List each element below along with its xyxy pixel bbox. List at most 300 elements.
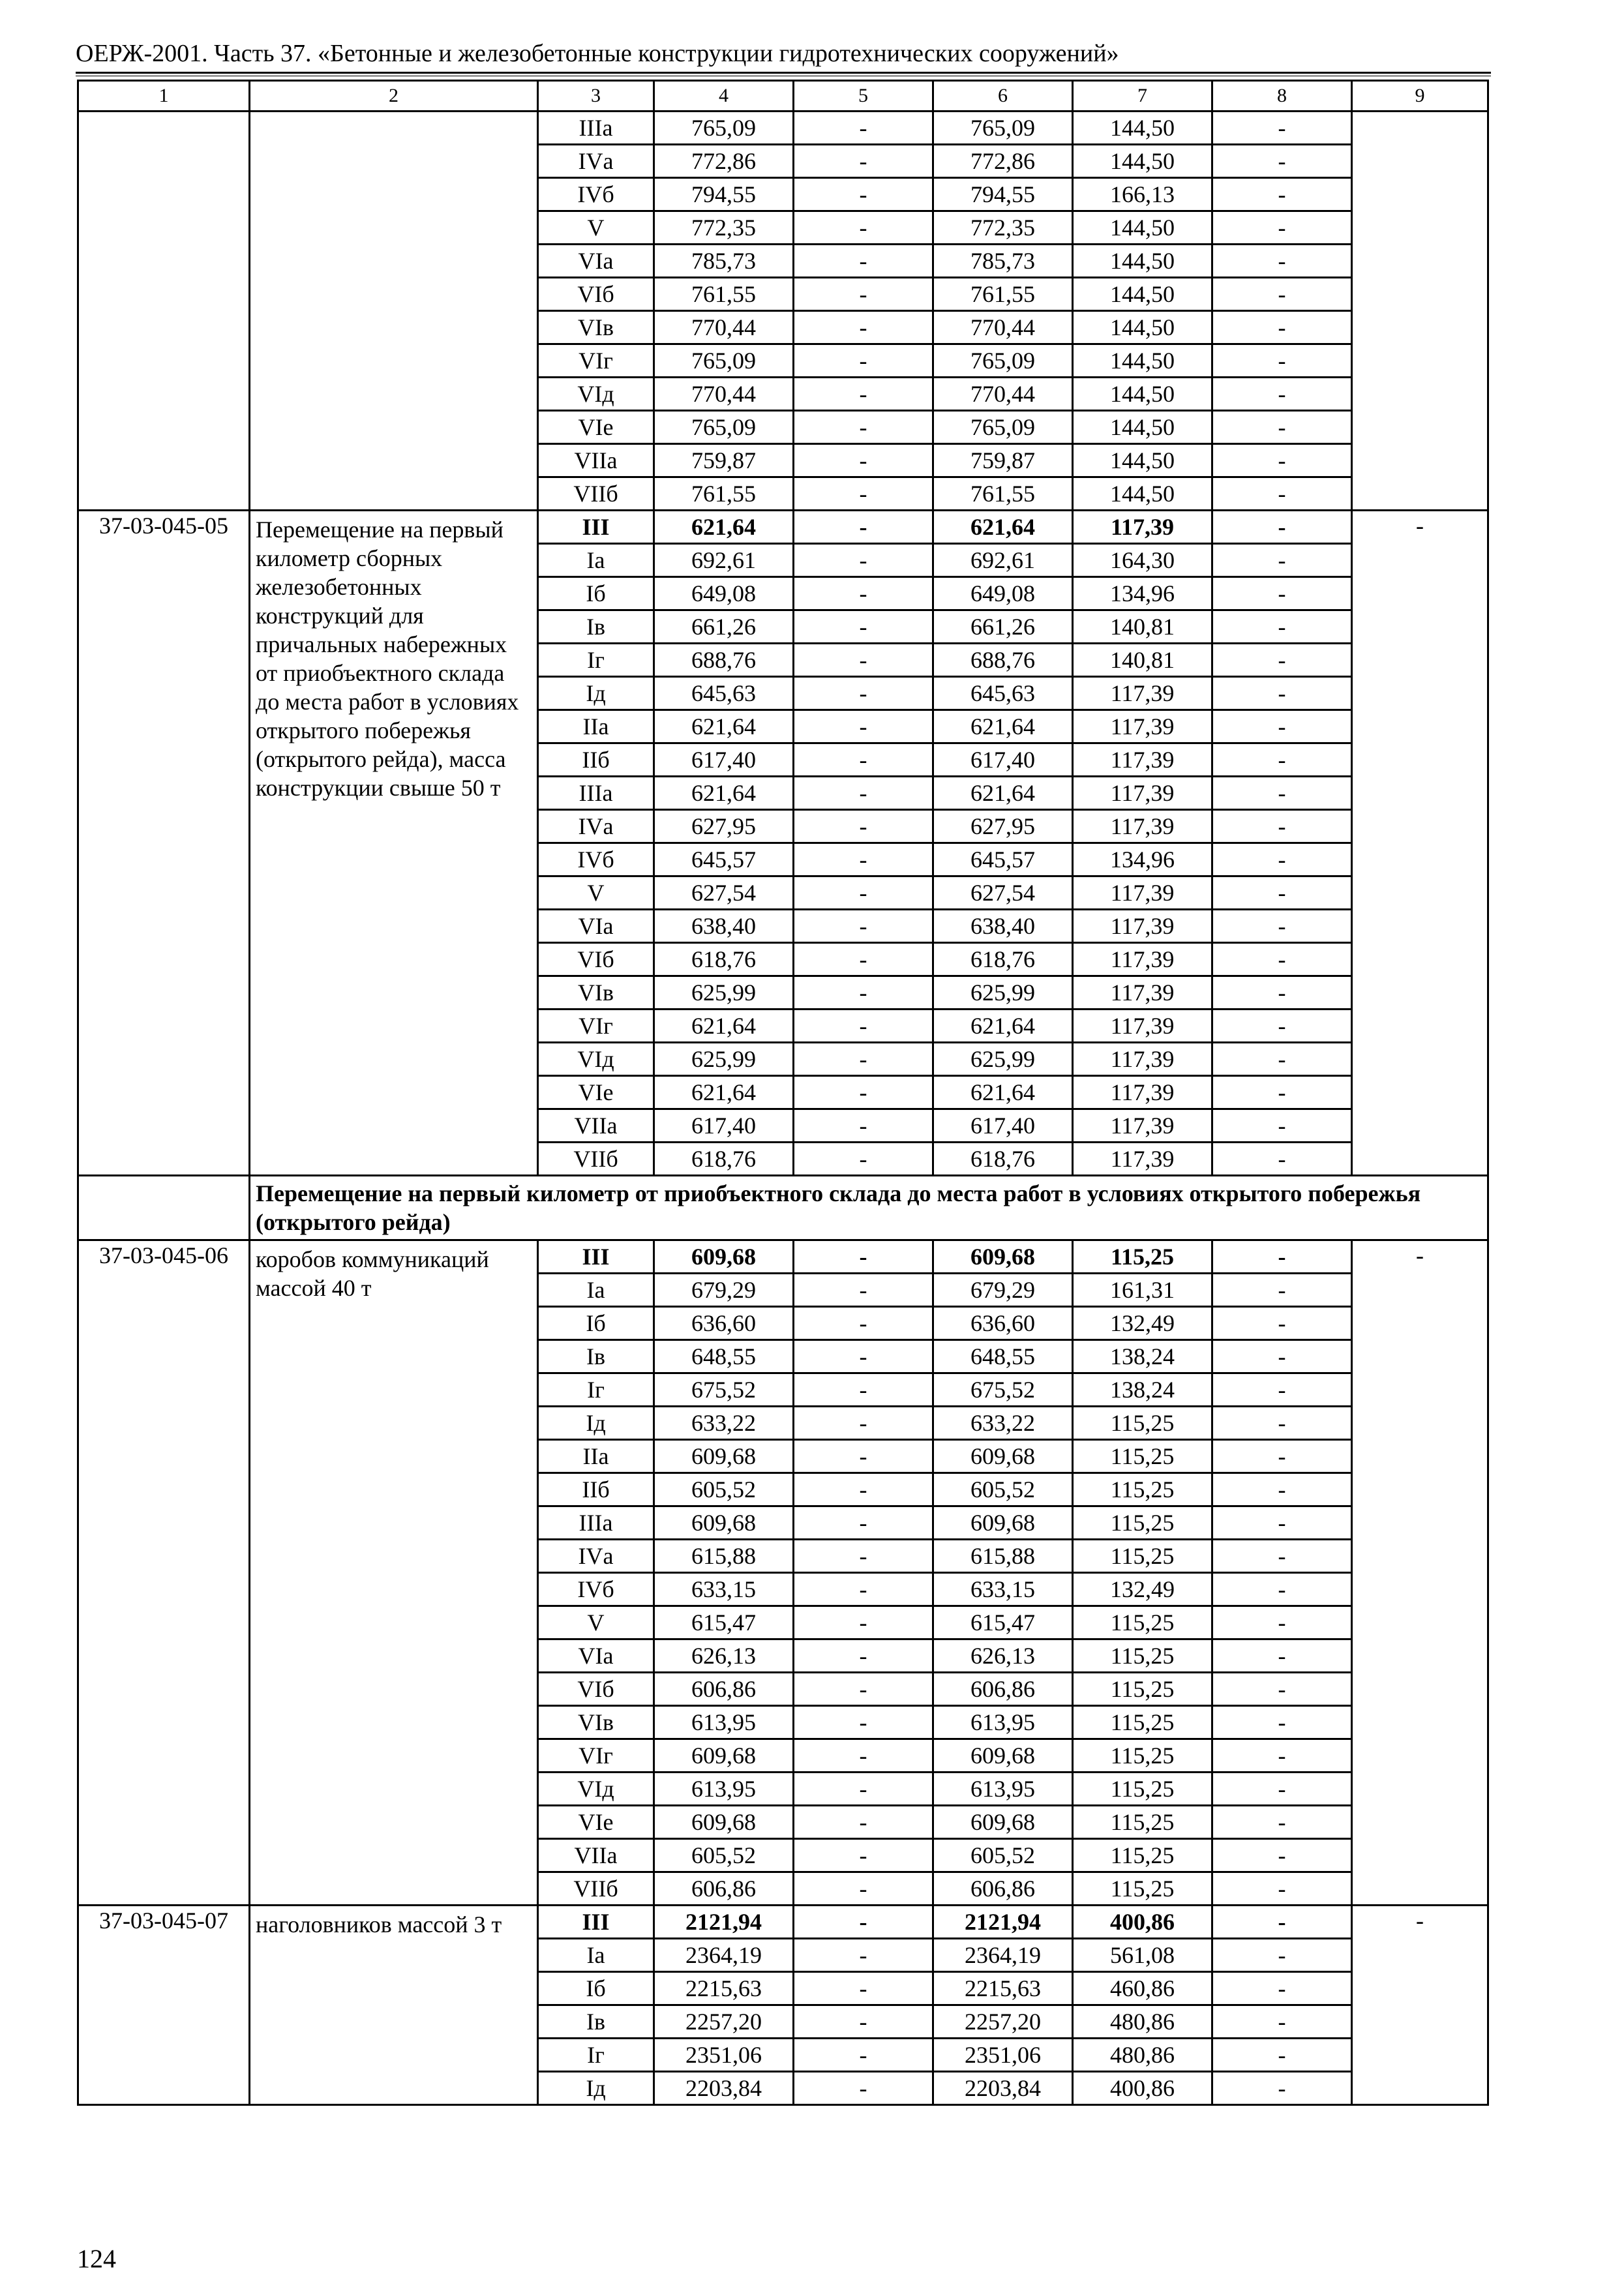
wage-cell: -	[794, 112, 933, 145]
direct-cost-cell: 621,64	[654, 777, 794, 810]
machinist-wage-cell: 115,25	[1073, 1639, 1212, 1673]
machine-cost-cell: 615,88	[933, 1540, 1073, 1573]
direct-cost-cell: 621,64	[654, 1010, 794, 1043]
machine-cost-cell: 772,35	[933, 211, 1073, 245]
direct-cost-cell: 617,40	[654, 1109, 794, 1143]
machine-cost-cell: 615,47	[933, 1606, 1073, 1639]
wage-cell: -	[794, 777, 933, 810]
material-cost-cell: -	[1212, 1839, 1352, 1872]
zone-cell: IIIа	[538, 112, 654, 145]
machine-cost-cell: 645,57	[933, 843, 1073, 876]
machinist-wage-cell: 161,31	[1073, 1274, 1212, 1307]
zone-cell: Iв	[538, 610, 654, 644]
rate-code-cell: 37-03-045-06	[78, 1240, 250, 1906]
machinist-wage-cell: 144,50	[1073, 145, 1212, 178]
column-number-row	[78, 81, 1488, 112]
material-cost-cell: -	[1212, 2072, 1352, 2105]
direct-cost-cell: 609,68	[654, 1739, 794, 1773]
zone-cell: III	[538, 1240, 654, 1274]
zone-cell: IVб	[538, 843, 654, 876]
zone-cell: IIа	[538, 1440, 654, 1473]
material-cost-cell: -	[1212, 710, 1352, 743]
machine-cost-cell: 679,29	[933, 1274, 1073, 1307]
wage-cell: -	[794, 1109, 933, 1143]
machine-cost-cell: 688,76	[933, 644, 1073, 677]
material-cost-cell: -	[1212, 1606, 1352, 1639]
wage-cell: -	[794, 444, 933, 477]
material-cost-cell: -	[1212, 1972, 1352, 2005]
machine-cost-cell: 2215,63	[933, 1972, 1073, 2005]
material-cost-cell: -	[1212, 1143, 1352, 1176]
direct-cost-cell: 761,55	[654, 278, 794, 311]
wage-cell: -	[794, 1076, 933, 1109]
code-cell-blank	[78, 112, 250, 511]
direct-cost-cell: 648,55	[654, 1340, 794, 1373]
machinist-wage-cell: 144,50	[1073, 278, 1212, 311]
table-row	[78, 1906, 1488, 1939]
material-cost-cell: -	[1212, 1240, 1352, 1274]
zone-cell: VIв	[538, 1706, 654, 1739]
wage-cell: -	[794, 311, 933, 344]
zone-cell: IVа	[538, 145, 654, 178]
direct-cost-cell: 633,15	[654, 1573, 794, 1606]
machine-cost-cell: 633,15	[933, 1573, 1073, 1606]
col9-cell: -	[1352, 511, 1488, 1176]
material-cost-cell: -	[1212, 444, 1352, 477]
material-cost-cell: -	[1212, 1109, 1352, 1143]
machinist-wage-cell: 140,81	[1073, 610, 1212, 644]
wage-cell: -	[794, 1839, 933, 1872]
direct-cost-cell: 613,95	[654, 1773, 794, 1806]
wage-cell: -	[794, 178, 933, 211]
zone-cell: VIа	[538, 1639, 654, 1673]
zone-cell: VIIа	[538, 1839, 654, 1872]
direct-cost-cell: 621,64	[654, 710, 794, 743]
direct-cost-cell: 765,09	[654, 344, 794, 378]
name-cell-blank	[250, 112, 538, 511]
machinist-wage-cell: 134,96	[1073, 843, 1212, 876]
column-number-cell: 9	[1352, 81, 1488, 112]
material-cost-cell: -	[1212, 378, 1352, 411]
machinist-wage-cell: 115,25	[1073, 1706, 1212, 1739]
zone-cell: VIб	[538, 943, 654, 976]
column-number-cell: 8	[1212, 81, 1352, 112]
wage-cell: -	[794, 411, 933, 444]
machine-cost-cell: 617,40	[933, 1109, 1073, 1143]
column-number-cell: 4	[654, 81, 794, 112]
material-cost-cell: -	[1212, 1872, 1352, 1906]
material-cost-cell: -	[1212, 511, 1352, 544]
machine-cost-cell: 621,64	[933, 710, 1073, 743]
wage-cell: -	[794, 2072, 933, 2105]
material-cost-cell: -	[1212, 677, 1352, 710]
material-cost-cell: -	[1212, 245, 1352, 278]
machinist-wage-cell: 117,39	[1073, 1043, 1212, 1076]
column-number-cell: 1	[78, 81, 250, 112]
column-number-cell: 7	[1073, 81, 1212, 112]
direct-cost-cell: 794,55	[654, 178, 794, 211]
col9-cell-blank	[1352, 112, 1488, 511]
machinist-wage-cell: 138,24	[1073, 1373, 1212, 1407]
machine-cost-cell: 625,99	[933, 1043, 1073, 1076]
zone-cell: VIIа	[538, 444, 654, 477]
rate-name-cell: Перемещение на первый километр сборных железобетонных конструкций для причальных набережных от приобъектного склада до места работ в условиях открытого побережья (открытого рейда), масса конструкции свыше 50 т	[250, 511, 538, 1176]
wage-cell: -	[794, 245, 933, 278]
machinist-wage-cell: 144,50	[1073, 477, 1212, 511]
zone-cell: V	[538, 1606, 654, 1639]
zone-cell: V	[538, 211, 654, 245]
material-cost-cell: -	[1212, 1274, 1352, 1307]
material-cost-cell: -	[1212, 178, 1352, 211]
machine-cost-cell: 2121,94	[933, 1906, 1073, 1939]
machine-cost-cell: 761,55	[933, 278, 1073, 311]
zone-cell: Iд	[538, 677, 654, 710]
machinist-wage-cell: 117,39	[1073, 943, 1212, 976]
direct-cost-cell: 609,68	[654, 1506, 794, 1540]
machine-cost-cell: 2351,06	[933, 2039, 1073, 2072]
direct-cost-cell: 2215,63	[654, 1972, 794, 2005]
machinist-wage-cell: 115,25	[1073, 1806, 1212, 1839]
wage-cell: -	[794, 1440, 933, 1473]
machine-cost-cell: 772,86	[933, 145, 1073, 178]
zone-cell: Iд	[538, 1407, 654, 1440]
material-cost-cell: -	[1212, 1540, 1352, 1573]
direct-cost-cell: 609,68	[654, 1240, 794, 1274]
zone-cell: IVб	[538, 178, 654, 211]
direct-cost-cell: 761,55	[654, 477, 794, 511]
direct-cost-cell: 759,87	[654, 444, 794, 477]
direct-cost-cell: 675,52	[654, 1373, 794, 1407]
machine-cost-cell: 648,55	[933, 1340, 1073, 1373]
direct-cost-cell: 617,40	[654, 743, 794, 777]
material-cost-cell: -	[1212, 1010, 1352, 1043]
direct-cost-cell: 613,95	[654, 1706, 794, 1739]
machinist-wage-cell: 115,25	[1073, 1872, 1212, 1906]
direct-cost-cell: 688,76	[654, 644, 794, 677]
wage-cell: -	[794, 1540, 933, 1573]
wage-cell: -	[794, 577, 933, 610]
direct-cost-cell: 638,40	[654, 910, 794, 943]
direct-cost-cell: 636,60	[654, 1307, 794, 1340]
material-cost-cell: -	[1212, 1440, 1352, 1473]
wage-cell: -	[794, 344, 933, 378]
machinist-wage-cell: 134,96	[1073, 577, 1212, 610]
machine-cost-cell: 794,55	[933, 178, 1073, 211]
machine-cost-cell: 661,26	[933, 610, 1073, 644]
zone-cell: VIг	[538, 344, 654, 378]
machinist-wage-cell: 117,39	[1073, 910, 1212, 943]
zone-cell: VIIб	[538, 1143, 654, 1176]
wage-cell: -	[794, 644, 933, 677]
machine-cost-cell: 2364,19	[933, 1939, 1073, 1972]
machinist-wage-cell: 115,25	[1073, 1673, 1212, 1706]
material-cost-cell: -	[1212, 2005, 1352, 2039]
wage-cell: -	[794, 544, 933, 577]
direct-cost-cell: 633,22	[654, 1407, 794, 1440]
material-cost-cell: -	[1212, 610, 1352, 644]
material-cost-cell: -	[1212, 1939, 1352, 1972]
machine-cost-cell: 2203,84	[933, 2072, 1073, 2105]
direct-cost-cell: 692,61	[654, 544, 794, 577]
wage-cell: -	[794, 2005, 933, 2039]
wage-cell: -	[794, 1673, 933, 1706]
material-cost-cell: -	[1212, 1806, 1352, 1839]
wage-cell: -	[794, 211, 933, 245]
table-row	[78, 511, 1488, 544]
header-rule-thick	[76, 72, 1491, 74]
machinist-wage-cell: 561,08	[1073, 1939, 1212, 1972]
direct-cost-cell: 2203,84	[654, 2072, 794, 2105]
direct-cost-cell: 2257,20	[654, 2005, 794, 2039]
material-cost-cell: -	[1212, 2039, 1352, 2072]
material-cost-cell: -	[1212, 544, 1352, 577]
direct-cost-cell: 770,44	[654, 378, 794, 411]
table-row	[78, 1240, 1488, 1274]
zone-cell: IIа	[538, 710, 654, 743]
machinist-wage-cell: 480,86	[1073, 2039, 1212, 2072]
direct-cost-cell: 2351,06	[654, 2039, 794, 2072]
material-cost-cell: -	[1212, 976, 1352, 1010]
wage-cell: -	[794, 1806, 933, 1839]
wage-cell: -	[794, 976, 933, 1010]
machinist-wage-cell: 117,39	[1073, 1076, 1212, 1109]
material-cost-cell: -	[1212, 1639, 1352, 1673]
material-cost-cell: -	[1212, 1473, 1352, 1506]
machinist-wage-cell: 138,24	[1073, 1340, 1212, 1373]
machinist-wage-cell: 115,25	[1073, 1773, 1212, 1806]
machinist-wage-cell: 115,25	[1073, 1739, 1212, 1773]
column-number-cell: 6	[933, 81, 1073, 112]
machinist-wage-cell: 115,25	[1073, 1473, 1212, 1506]
machinist-wage-cell: 115,25	[1073, 1606, 1212, 1639]
machinist-wage-cell: 117,39	[1073, 743, 1212, 777]
material-cost-cell: -	[1212, 910, 1352, 943]
direct-cost-cell: 645,57	[654, 843, 794, 876]
wage-cell: -	[794, 1639, 933, 1673]
wage-cell: -	[794, 1773, 933, 1806]
zone-cell: IIIа	[538, 777, 654, 810]
machinist-wage-cell: 117,39	[1073, 876, 1212, 910]
direct-cost-cell: 609,68	[654, 1806, 794, 1839]
machine-cost-cell: 606,86	[933, 1673, 1073, 1706]
material-cost-cell: -	[1212, 1673, 1352, 1706]
machine-cost-cell: 605,52	[933, 1839, 1073, 1872]
direct-cost-cell: 627,54	[654, 876, 794, 910]
zone-cell: Iд	[538, 2072, 654, 2105]
wage-cell: -	[794, 1573, 933, 1606]
section-code-blank	[78, 1176, 250, 1240]
material-cost-cell: -	[1212, 1307, 1352, 1340]
direct-cost-cell: 626,13	[654, 1639, 794, 1673]
machinist-wage-cell: 400,86	[1073, 1906, 1212, 1939]
zone-cell: Iг	[538, 1373, 654, 1407]
direct-cost-cell: 618,76	[654, 1143, 794, 1176]
machinist-wage-cell: 144,50	[1073, 311, 1212, 344]
machine-cost-cell: 638,40	[933, 910, 1073, 943]
machine-cost-cell: 621,64	[933, 1076, 1073, 1109]
page-header-title: ОЕРЖ-2001. Часть 37. «Бетонные и железобетонные конструкции гидротехнических сооружений»	[76, 40, 1119, 67]
direct-cost-cell: 606,86	[654, 1872, 794, 1906]
zone-cell: VIв	[538, 311, 654, 344]
machine-cost-cell: 675,52	[933, 1373, 1073, 1407]
section-header-row	[78, 1176, 1488, 1240]
machinist-wage-cell: 117,39	[1073, 976, 1212, 1010]
material-cost-cell: -	[1212, 1076, 1352, 1109]
zone-cell: Iа	[538, 1274, 654, 1307]
machine-cost-cell: 636,60	[933, 1307, 1073, 1340]
machinist-wage-cell: 460,86	[1073, 1972, 1212, 2005]
wage-cell: -	[794, 1407, 933, 1440]
wage-cell: -	[794, 1373, 933, 1407]
machine-cost-cell: 645,63	[933, 677, 1073, 710]
machinist-wage-cell: 115,25	[1073, 1506, 1212, 1540]
direct-cost-cell: 785,73	[654, 245, 794, 278]
zone-cell: IIIа	[538, 1506, 654, 1540]
machinist-wage-cell: 144,50	[1073, 344, 1212, 378]
wage-cell: -	[794, 1906, 933, 1939]
section-header-text: Перемещение на первый километр от приобъектного склада до места работ в условиях открытого побережья (открытого рейда)	[250, 1176, 1488, 1240]
machinist-wage-cell: 132,49	[1073, 1573, 1212, 1606]
machine-cost-cell: 761,55	[933, 477, 1073, 511]
machine-cost-cell: 621,64	[933, 511, 1073, 544]
rates-table-body	[78, 81, 1488, 2105]
material-cost-cell: -	[1212, 145, 1352, 178]
zone-cell: Iг	[538, 644, 654, 677]
wage-cell: -	[794, 278, 933, 311]
direct-cost-cell: 627,95	[654, 810, 794, 843]
zone-cell: VIе	[538, 411, 654, 444]
machinist-wage-cell: 117,39	[1073, 1010, 1212, 1043]
machinist-wage-cell: 480,86	[1073, 2005, 1212, 2039]
material-cost-cell: -	[1212, 743, 1352, 777]
zone-cell: VIг	[538, 1739, 654, 1773]
material-cost-cell: -	[1212, 577, 1352, 610]
machine-cost-cell: 613,95	[933, 1773, 1073, 1806]
direct-cost-cell: 679,29	[654, 1274, 794, 1307]
zone-cell: Iв	[538, 1340, 654, 1373]
machine-cost-cell: 770,44	[933, 378, 1073, 411]
direct-cost-cell: 615,47	[654, 1606, 794, 1639]
zone-cell: III	[538, 511, 654, 544]
wage-cell: -	[794, 1240, 933, 1274]
material-cost-cell: -	[1212, 777, 1352, 810]
machine-cost-cell: 649,08	[933, 577, 1073, 610]
wage-cell: -	[794, 511, 933, 544]
machine-cost-cell: 765,09	[933, 344, 1073, 378]
material-cost-cell: -	[1212, 1043, 1352, 1076]
material-cost-cell: -	[1212, 810, 1352, 843]
machine-cost-cell: 625,99	[933, 976, 1073, 1010]
material-cost-cell: -	[1212, 1407, 1352, 1440]
machinist-wage-cell: 117,39	[1073, 710, 1212, 743]
material-cost-cell: -	[1212, 1773, 1352, 1806]
machinist-wage-cell: 117,39	[1073, 1109, 1212, 1143]
machine-cost-cell: 609,68	[933, 1440, 1073, 1473]
wage-cell: -	[794, 477, 933, 511]
zone-cell: VIб	[538, 1673, 654, 1706]
material-cost-cell: -	[1212, 644, 1352, 677]
wage-cell: -	[794, 1274, 933, 1307]
rate-code-cell: 37-03-045-05	[78, 511, 250, 1176]
material-cost-cell: -	[1212, 943, 1352, 976]
zone-cell: VIд	[538, 1773, 654, 1806]
direct-cost-cell: 605,52	[654, 1839, 794, 1872]
zone-cell: VIд	[538, 378, 654, 411]
zone-cell: VIа	[538, 245, 654, 278]
zone-cell: IVб	[538, 1573, 654, 1606]
material-cost-cell: -	[1212, 1573, 1352, 1606]
wage-cell: -	[794, 1473, 933, 1506]
wage-cell: -	[794, 1706, 933, 1739]
direct-cost-cell: 609,68	[654, 1440, 794, 1473]
zone-cell: V	[538, 876, 654, 910]
machinist-wage-cell: 144,50	[1073, 411, 1212, 444]
material-cost-cell: -	[1212, 1906, 1352, 1939]
zone-cell: VIб	[538, 278, 654, 311]
machine-cost-cell: 765,09	[933, 411, 1073, 444]
machine-cost-cell: 621,64	[933, 1010, 1073, 1043]
machine-cost-cell: 618,76	[933, 943, 1073, 976]
wage-cell: -	[794, 743, 933, 777]
machinist-wage-cell: 144,50	[1073, 378, 1212, 411]
wage-cell: -	[794, 1307, 933, 1340]
machine-cost-cell: 627,95	[933, 810, 1073, 843]
machinist-wage-cell: 117,39	[1073, 1143, 1212, 1176]
zone-cell: VIIа	[538, 1109, 654, 1143]
column-number-cell: 3	[538, 81, 654, 112]
wage-cell: -	[794, 1506, 933, 1540]
machine-cost-cell: 759,87	[933, 444, 1073, 477]
wage-cell: -	[794, 2039, 933, 2072]
zone-cell: Iб	[538, 1307, 654, 1340]
machine-cost-cell: 770,44	[933, 311, 1073, 344]
wage-cell: -	[794, 1872, 933, 1906]
column-number-cell: 2	[250, 81, 538, 112]
direct-cost-cell: 605,52	[654, 1473, 794, 1506]
machinist-wage-cell: 115,25	[1073, 1440, 1212, 1473]
wage-cell: -	[794, 1606, 933, 1639]
direct-cost-cell: 618,76	[654, 943, 794, 976]
rate-code-cell: 37-03-045-07	[78, 1906, 250, 2105]
material-cost-cell: -	[1212, 1340, 1352, 1373]
zone-cell: IIб	[538, 743, 654, 777]
material-cost-cell: -	[1212, 477, 1352, 511]
machine-cost-cell: 621,64	[933, 777, 1073, 810]
machine-cost-cell: 633,22	[933, 1407, 1073, 1440]
direct-cost-cell: 770,44	[654, 311, 794, 344]
zone-cell: VIв	[538, 976, 654, 1010]
machinist-wage-cell: 400,86	[1073, 2072, 1212, 2105]
machine-cost-cell: 785,73	[933, 245, 1073, 278]
direct-cost-cell: 606,86	[654, 1673, 794, 1706]
wage-cell: -	[794, 910, 933, 943]
wage-cell: -	[794, 145, 933, 178]
zone-cell: Iв	[538, 2005, 654, 2039]
col9-cell: -	[1352, 1240, 1488, 1906]
machine-cost-cell: 617,40	[933, 743, 1073, 777]
wage-cell: -	[794, 610, 933, 644]
wage-cell: -	[794, 1972, 933, 2005]
machine-cost-cell: 609,68	[933, 1240, 1073, 1274]
rate-name-cell: наголовников массой 3 т	[250, 1906, 538, 2105]
zone-cell: Iб	[538, 577, 654, 610]
zone-cell: VIIб	[538, 477, 654, 511]
machinist-wage-cell: 140,81	[1073, 644, 1212, 677]
material-cost-cell: -	[1212, 278, 1352, 311]
machinist-wage-cell: 166,13	[1073, 178, 1212, 211]
machine-cost-cell: 606,86	[933, 1872, 1073, 1906]
material-cost-cell: -	[1212, 344, 1352, 378]
